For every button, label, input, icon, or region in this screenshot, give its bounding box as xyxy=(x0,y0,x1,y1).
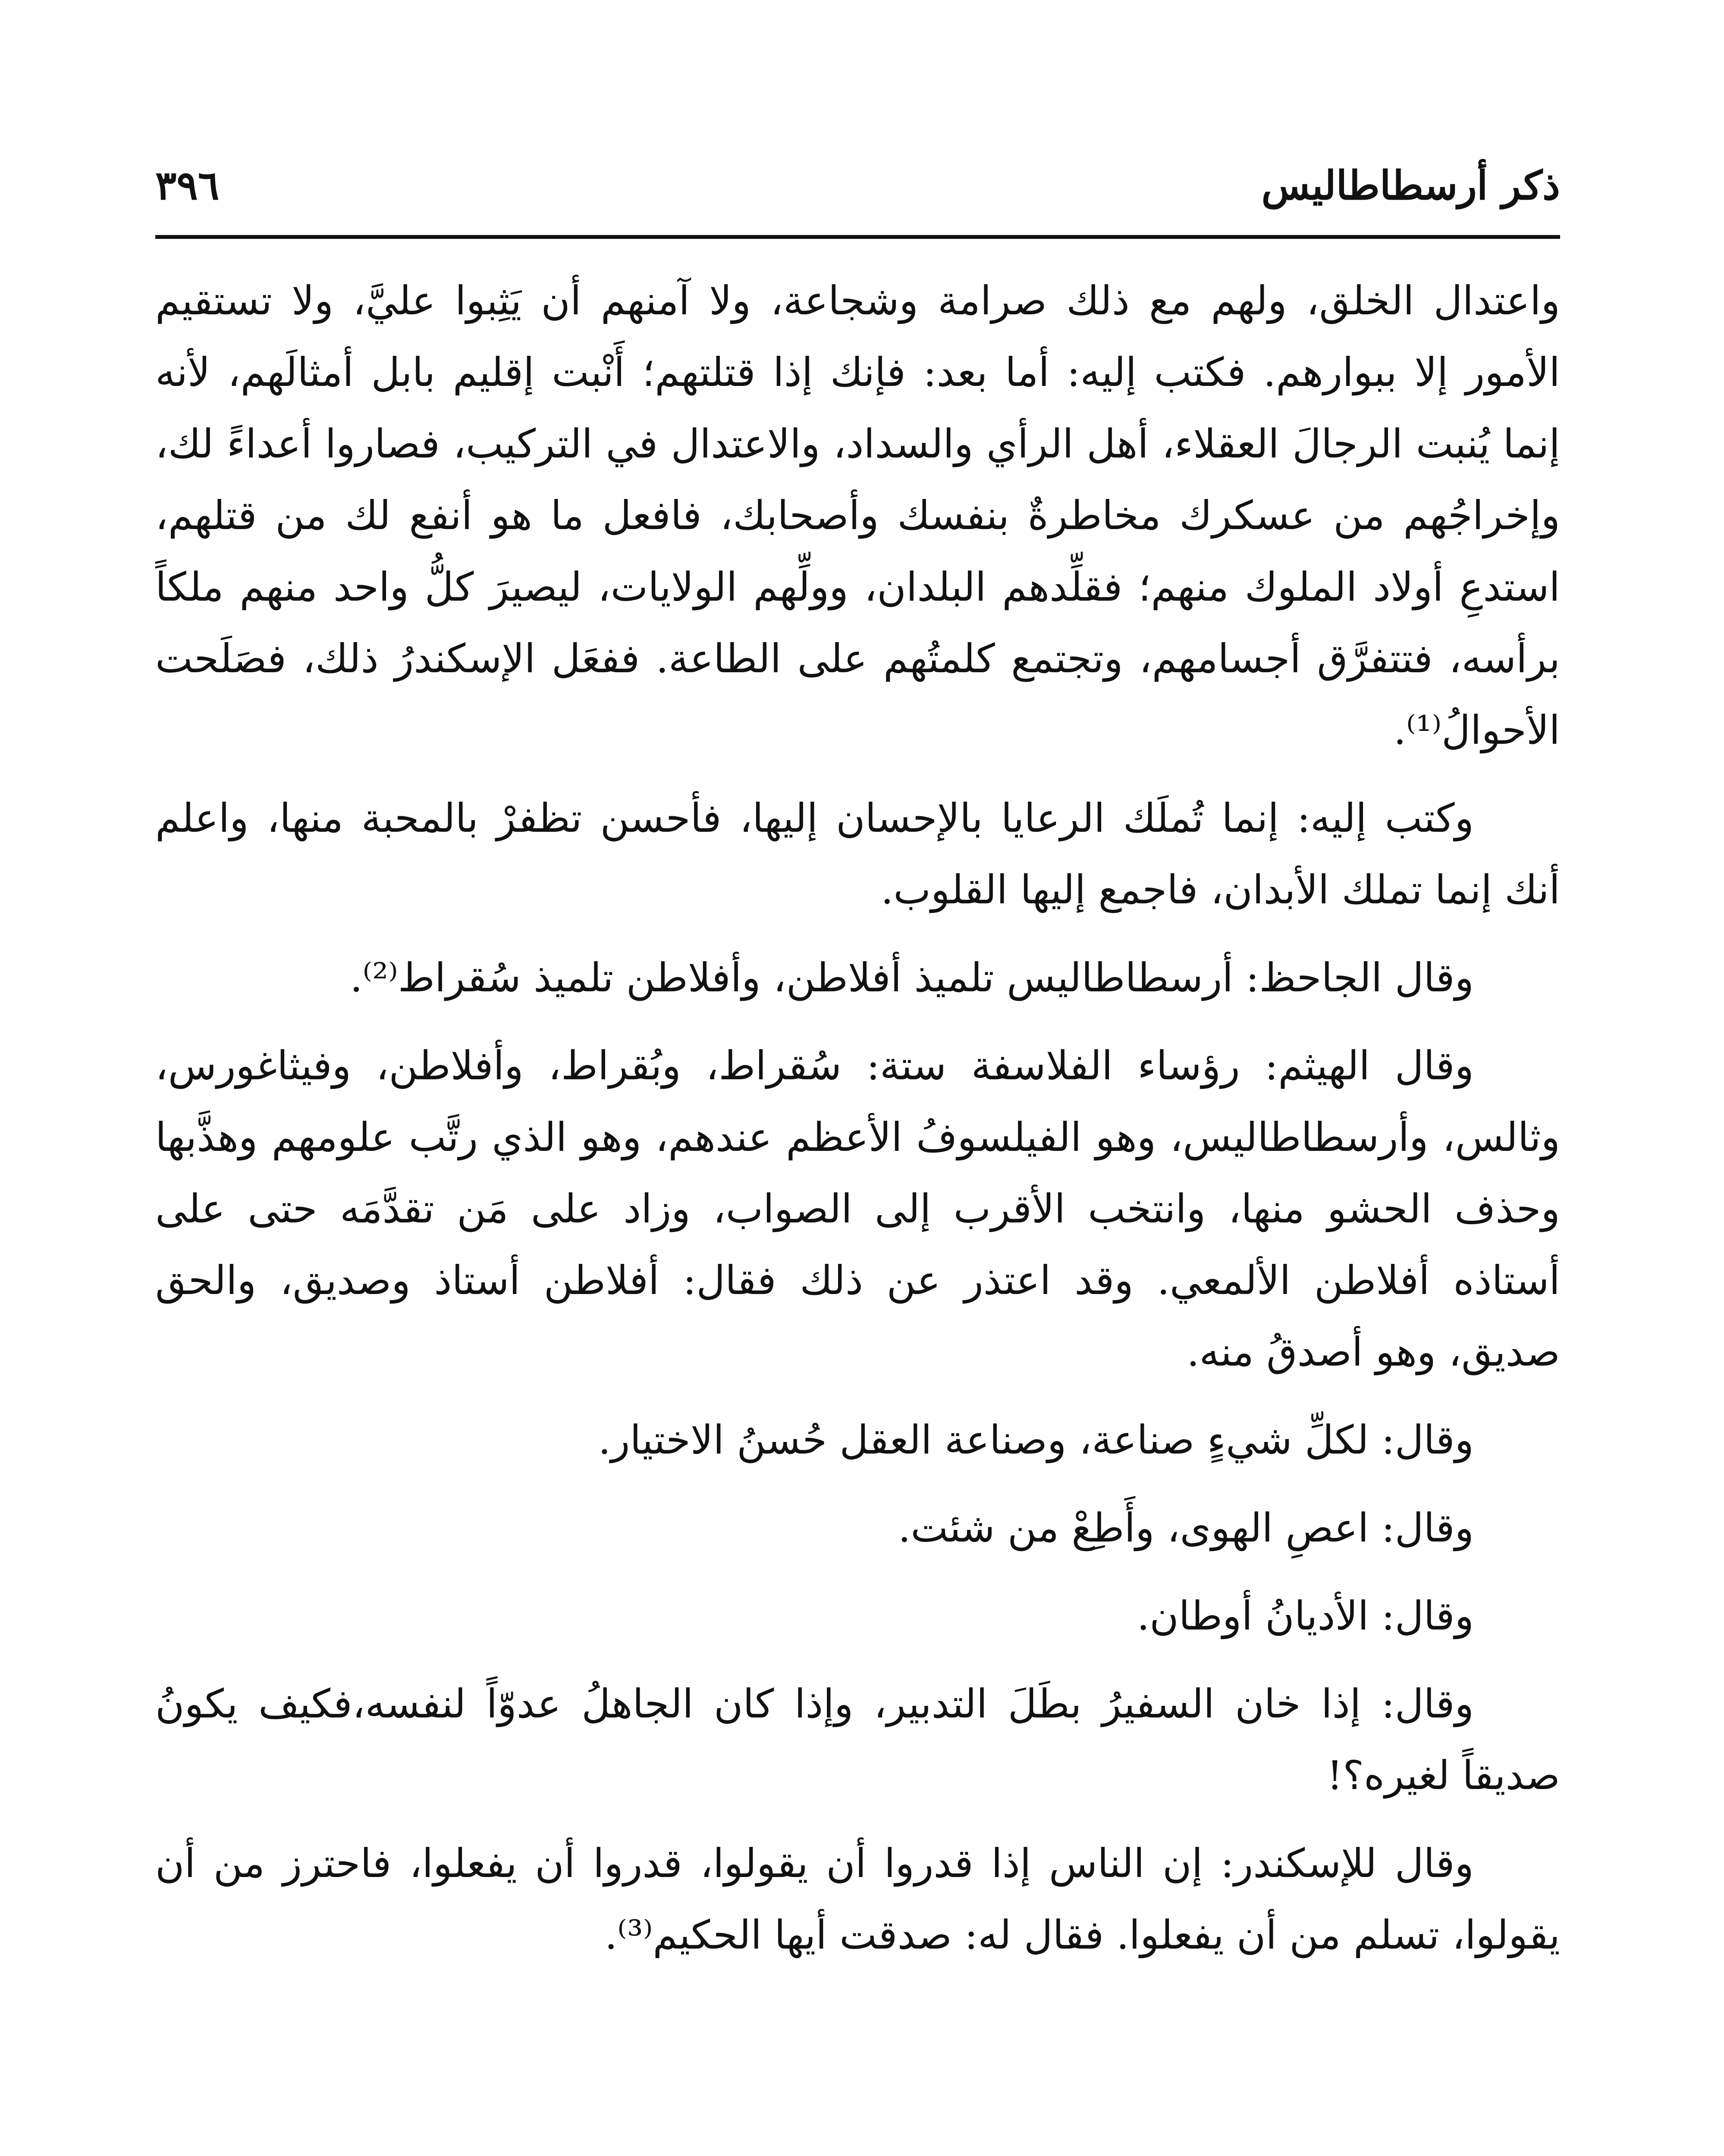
paragraph-4: وقال الهيثم: رؤساء الفلاسفة ستة: سُقراط، وبُقراط، وأفلاطن، وفيثاغورس، وثالس، وأرسطاطاليس، وهو الفيلسوفُ الأعظم عندهم، وهو الذي رتَّب علومهم وهذَّبها وحذف الحشو منها، وانتخب الأقرب إلى الصواب، وزاد على مَن تقدَّمَه حتى على أستاذه أفلاطن الألمعي. وقد اعتذر عن ذلك فقال: أفلاطن أستاذ وصديق، والحق صديق، وهو أصدقُ منه. xyxy=(155,1043,1560,1375)
running-head xyxy=(155,155,1560,216)
page-number: ٣٩٦ xyxy=(155,162,220,209)
paragraph-8: وقال: إذا خان السفيرُ بطَلَ التدبير، وإذا كان الجاهلُ عدوّاً لنفسه،فكيف يكونُ صديقاً لغيره؟! xyxy=(155,1681,1560,1799)
paragraph-5: وقال: لكلِّ شيءٍ صناعة، وصناعة العقل حُسنُ الاختيار. xyxy=(598,1417,1474,1463)
paragraph-1: واعتدال الخلق، ولهم مع ذلك صرامة وشجاعة، ولا آمنهم أن يَثِبوا عليَّ، ولا تستقيم الأمور إلا ببوارهم. فكتب إليه: أما بعد: فإنك إذا قتلتهم؛ أَنْبت إقليم بابل أمثالَهم، لأنه إنما يُنبت الرجالَ العقلاء، أهل الرأي والسداد، والاعتدال في التركيب، فصاروا أعداءً لك، وإخراجُهم من عسكرك مخاطرةٌ بنفسك وأصحابك، فافعل ما هو أنفع لك من قتلهم، استدعِ أولاد الملوك منهم؛ فقلِّدهم البلدان، وولِّهم الولايات، ليصيرَ كلُّ واحد منهم ملكاً برأسه، فتتفرَّق أجسامهم، وتجتمع كلمتُهم على الطاعة. ففعَل الإسكندرُ ذلك، فصَلَحت الأحوالُ⁽¹⁾. xyxy=(155,278,1560,753)
body-text xyxy=(155,265,1560,1987)
header-rule xyxy=(155,235,1560,239)
paragraph-9: وقال للإسكندر: إن الناس إذا قدروا أن يقولوا، قدروا أن يفعلوا، فاحترز من أن يقولوا، تسلم من أن يفعلوا. فقال له: صدقت أيها الحكيم⁽³⁾. xyxy=(155,1840,1560,1958)
paragraph-7: وقال: الأديانُ أوطان. xyxy=(1137,1593,1474,1639)
paragraph-6: وقال: اعصِ الهوى، وأَطِعْ من شئت. xyxy=(898,1505,1474,1551)
paragraph-2: وكتب إليه: إنما تُملَك الرعايا بالإحسان إليها، فأحسن تظفرْ بالمحبة منها، واعلم أنك إنما تملك الأبدان، فاجمع إليها القلوب. xyxy=(155,795,1560,913)
paragraph-3: وقال الجاحظ: أرسطاطاليس تلميذ أفلاطن، وأفلاطن تلميذ سُقراط⁽²⁾. xyxy=(350,955,1474,1001)
running-title: ذكر أرسطاطاليس xyxy=(1261,162,1560,209)
